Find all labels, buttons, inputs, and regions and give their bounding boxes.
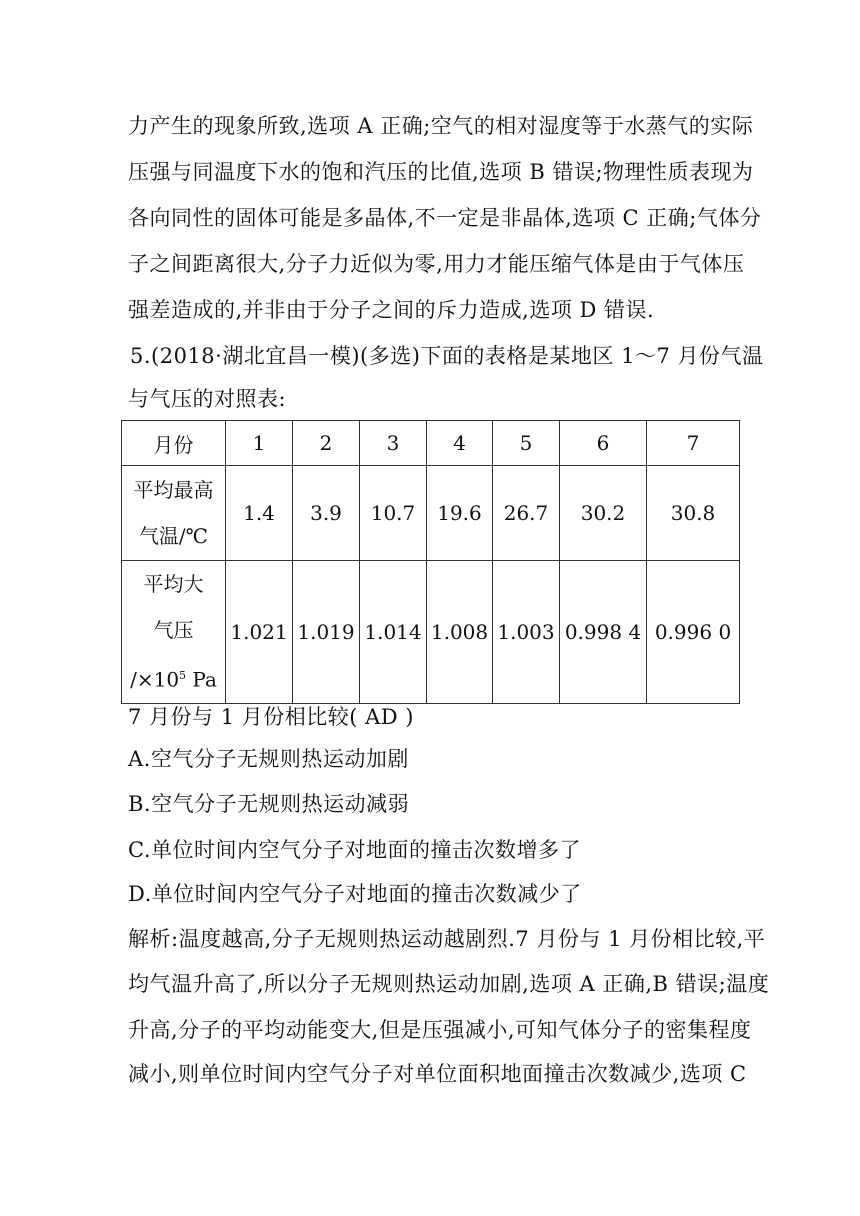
unit-exponent: 5 (179, 669, 187, 682)
month-cell: 4 (427, 421, 493, 466)
text-line: 子之间距离很大,分子力近似为零,用力才能压缩气体是由于气体压 (128, 252, 745, 276)
row-label-line: 气压 (153, 618, 194, 642)
row-label-unit (124, 653, 223, 703)
question-prompt: 7 月份与 1 月份相比较( AD ) (128, 705, 414, 729)
temperature-pressure-table (121, 420, 740, 704)
table-row (122, 421, 740, 466)
pressure-cell: 1.014 (360, 561, 427, 704)
temperature-cell: 3.9 (293, 466, 360, 561)
month-cell: 5 (493, 421, 560, 466)
row-label-line: 平均最高 (133, 478, 214, 502)
temperature-cell: 26.7 (493, 466, 560, 561)
month-cell: 7 (647, 421, 740, 466)
pressure-cell: 0.998 4 (560, 561, 647, 704)
text-line: 各向同性的固体可能是多晶体,不一定是非晶体,选项 C 正确;气体分 (128, 206, 762, 230)
temperature-cell: 30.2 (560, 466, 647, 561)
table-header-cell: 月份 (122, 421, 226, 466)
pressure-cell: 1.008 (427, 561, 493, 704)
pressure-cell: 0.996 0 (647, 561, 740, 704)
month-cell: 1 (226, 421, 293, 466)
row-label-pressure (122, 561, 226, 704)
row-label-temperature (122, 466, 226, 561)
row-label-line: 平均大 (143, 572, 204, 596)
temperature-cell: 30.8 (647, 466, 740, 561)
text-line: 压强与同温度下水的饱和汽压的比值,选项 B 错误;物理性质表现为 (128, 160, 754, 184)
question-5-stem: 5.(2018·湖北宜昌一模)(多选)下面的表格是某地区 1～7 月份气温 (130, 344, 764, 368)
month-cell: 3 (360, 421, 427, 466)
month-cell: 2 (293, 421, 360, 466)
table-row (122, 561, 740, 704)
analysis-line: 均气温升高了,所以分子无规则热运动加剧,选项 A 正确,B 错误;温度 (128, 972, 770, 996)
pressure-cell: 1.019 (293, 561, 360, 704)
pressure-cell: 1.003 (493, 561, 560, 704)
option-b: B.空气分子无规则热运动减弱 (128, 792, 410, 816)
analysis-line: 升高,分子的平均动能变大,但是压强减小,可知气体分子的密集程度 (128, 1018, 752, 1042)
analysis-line: 解析:温度越高,分子无规则热运动越剧烈.7 月份与 1 月份相比较,平 (128, 927, 766, 951)
analysis-line: 减小,则单位时间内空气分子对单位面积地面撞击次数减少,选项 C (128, 1062, 747, 1086)
unit-pa: Pa (186, 667, 217, 692)
temperature-cell: 19.6 (427, 466, 493, 561)
option-a: A.空气分子无规则热运动加剧 (128, 747, 409, 771)
table-row (122, 466, 740, 561)
temperature-cell: 1.4 (226, 466, 293, 561)
row-label-line: 气温/℃ (138, 524, 209, 548)
option-c: C.单位时间内空气分子对地面的撞击次数增多了 (128, 838, 581, 862)
unit-base: /×10 (130, 667, 180, 692)
text-line: 强差造成的,并非由于分子之间的斥力造成,选项 D 错误. (128, 298, 655, 322)
option-d: D.单位时间内空气分子对地面的撞击次数减少了 (128, 882, 582, 906)
temperature-cell: 10.7 (360, 466, 427, 561)
month-cell: 6 (560, 421, 647, 466)
text-line: 力产生的现象所致,选项 A 正确;空气的相对湿度等于水蒸气的实际 (128, 114, 754, 138)
question-5-stem-line-2: 与气压的对照表: (128, 387, 287, 411)
pressure-cell: 1.021 (226, 561, 293, 704)
